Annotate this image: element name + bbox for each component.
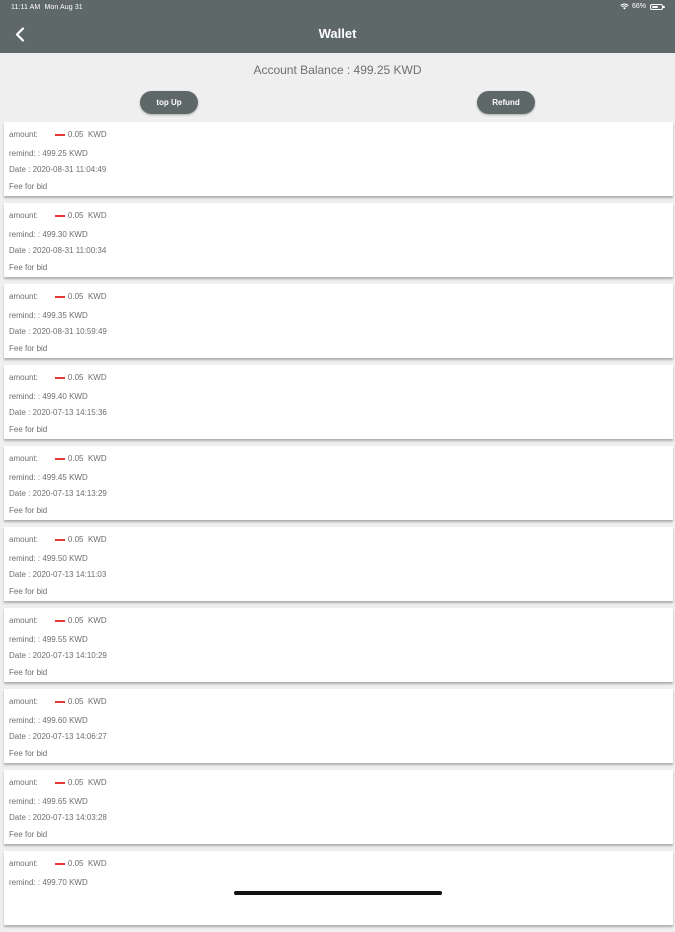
refund-button[interactable]: Refund (477, 91, 535, 114)
amount-row (9, 130, 107, 139)
remind-label: remind: : (9, 878, 41, 887)
minus-icon (55, 377, 65, 379)
page-title: Wallet (318, 26, 357, 41)
transaction-note: Fee for bid (9, 425, 48, 434)
app-header (0, 0, 675, 53)
amount-label: amount: (9, 535, 38, 544)
date-row (9, 651, 107, 660)
date-row (9, 246, 106, 255)
amount-currency: KWD (87, 130, 107, 139)
remind-row (9, 473, 88, 482)
transaction-card (4, 770, 673, 844)
remind-label: remind: : (9, 554, 41, 563)
minus-icon (55, 215, 65, 217)
amount-currency: KWD (87, 778, 107, 787)
amount-row (9, 778, 107, 787)
amount-label: amount: (9, 859, 38, 868)
minus-icon (55, 539, 65, 541)
date-row (9, 813, 107, 822)
amount-row (9, 535, 107, 544)
date-value: 2020-08-31 11:00:34 (32, 246, 107, 255)
wifi-icon (620, 3, 629, 10)
transaction-note: Fee for bid (9, 587, 48, 596)
remind-currency: KWD (69, 230, 88, 239)
remind-value: 499.40 (42, 392, 67, 401)
transaction-card (4, 284, 673, 358)
remind-label: remind: : (9, 149, 41, 158)
date-value: 2020-07-13 14:10:29 (32, 651, 107, 660)
amount-value: 0.05 (67, 454, 84, 463)
transaction-card (4, 851, 673, 925)
remind-currency: KWD (69, 149, 88, 158)
date-value: 2020-08-31 10:59:49 (32, 327, 107, 336)
battery-percent: 66% (631, 3, 646, 10)
minus-icon (55, 701, 65, 703)
date-row (9, 408, 107, 417)
remind-value: 499.35 (42, 311, 67, 320)
amount-row (9, 859, 107, 868)
amount-row (9, 292, 107, 301)
remind-value: 499.30 (42, 230, 67, 239)
remind-label: remind: : (9, 473, 41, 482)
remind-row (9, 230, 88, 239)
remind-value: 499.50 (42, 554, 67, 563)
status-bar-time: 11:11 AM Mon Aug 31 (11, 4, 83, 11)
transaction-list[interactable] (4, 122, 673, 932)
remind-row (9, 311, 88, 320)
minus-icon (55, 296, 65, 298)
amount-row (9, 616, 107, 625)
date-row (9, 489, 107, 498)
date-value: 2020-07-13 14:03:28 (32, 813, 107, 822)
date-label: Date : (9, 327, 31, 336)
amount-currency: KWD (87, 211, 107, 220)
amount-value: 0.05 (67, 616, 84, 625)
transaction-card (4, 122, 673, 196)
amount-label: amount: (9, 778, 38, 787)
amount-currency: KWD (87, 454, 107, 463)
date-row (9, 570, 106, 579)
minus-icon (55, 620, 65, 622)
transaction-note: Fee for bid (9, 830, 48, 839)
remind-row (9, 392, 88, 401)
remind-currency: KWD (69, 473, 88, 482)
amount-value: 0.05 (67, 859, 84, 868)
remind-label: remind: : (9, 230, 41, 239)
minus-icon (55, 134, 65, 136)
remind-currency: KWD (69, 797, 88, 806)
amount-row (9, 697, 107, 706)
amount-label: amount: (9, 211, 38, 220)
remind-label: remind: : (9, 311, 41, 320)
date-value: 2020-07-13 14:13:29 (32, 489, 107, 498)
transaction-card (4, 689, 673, 763)
amount-currency: KWD (87, 373, 107, 382)
amount-label: amount: (9, 616, 38, 625)
transaction-card (4, 365, 673, 439)
remind-row (9, 554, 88, 563)
remind-value: 499.60 (42, 716, 67, 725)
remind-label: remind: : (9, 716, 41, 725)
date-label: Date : (9, 813, 31, 822)
remind-value: 499.65 (42, 797, 67, 806)
remind-label: remind: : (9, 797, 41, 806)
remind-currency: KWD (69, 311, 88, 320)
remind-value: 499.70 (42, 878, 67, 887)
amount-currency: KWD (87, 535, 107, 544)
transaction-note: Fee for bid (9, 344, 48, 353)
remind-value: 499.45 (42, 473, 67, 482)
account-balance: Account Balance : 499.25 KWD (253, 63, 422, 77)
remind-currency: KWD (69, 878, 88, 887)
transaction-note: Fee for bid (9, 506, 48, 515)
remind-currency: KWD (69, 392, 88, 401)
amount-value: 0.05 (67, 535, 84, 544)
date-value: 2020-07-13 14:11:03 (32, 570, 107, 579)
date-value: 2020-08-31 11:04:49 (32, 165, 107, 174)
amount-currency: KWD (87, 616, 107, 625)
status-bar-right (620, 3, 663, 10)
transaction-note: Fee for bid (9, 182, 48, 191)
amount-currency: KWD (87, 859, 107, 868)
transaction-card (4, 203, 673, 277)
minus-icon (55, 782, 65, 784)
date-label: Date : (9, 246, 31, 255)
amount-label: amount: (9, 130, 38, 139)
amount-value: 0.05 (67, 130, 84, 139)
date-label: Date : (9, 651, 31, 660)
transaction-card (4, 608, 673, 682)
remind-label: remind: : (9, 635, 41, 644)
remind-label: remind: : (9, 392, 41, 401)
minus-icon (55, 863, 65, 865)
remind-value: 499.25 (42, 149, 67, 158)
remind-currency: KWD (69, 635, 88, 644)
date-row (9, 732, 107, 741)
amount-label: amount: (9, 373, 38, 382)
amount-label: amount: (9, 454, 38, 463)
remind-currency: KWD (69, 716, 88, 725)
amount-currency: KWD (87, 292, 107, 301)
date-label: Date : (9, 165, 31, 174)
date-label: Date : (9, 489, 31, 498)
transaction-note: Fee for bid (9, 668, 48, 677)
amount-row (9, 373, 107, 382)
date-value: 2020-07-13 14:06:27 (32, 732, 107, 741)
remind-row (9, 716, 88, 725)
amount-value: 0.05 (67, 211, 84, 220)
amount-row (9, 454, 107, 463)
transaction-card (4, 446, 673, 520)
date-label: Date : (9, 570, 31, 579)
amount-label: amount: (9, 697, 38, 706)
amount-currency: KWD (87, 697, 107, 706)
date-label: Date : (9, 732, 31, 741)
amount-value: 0.05 (67, 292, 84, 301)
transaction-note: Fee for bid (9, 749, 48, 758)
remind-row (9, 149, 88, 158)
amount-row (9, 211, 107, 220)
amount-value: 0.05 (67, 697, 84, 706)
remind-value: 499.55 (42, 635, 67, 644)
amount-value: 0.05 (67, 778, 84, 787)
date-value: 2020-07-13 14:15:36 (32, 408, 107, 417)
transaction-card (4, 527, 673, 601)
home-indicator (234, 891, 442, 895)
remind-row (9, 635, 88, 644)
amount-label: amount: (9, 292, 38, 301)
battery-icon (650, 4, 663, 10)
minus-icon (55, 458, 65, 460)
top-up-button[interactable]: top Up (140, 91, 198, 114)
date-row (9, 327, 107, 336)
remind-row (9, 878, 88, 887)
transaction-note: Fee for bid (9, 263, 48, 272)
date-label: Date : (9, 408, 31, 417)
date-row (9, 165, 106, 174)
remind-currency: KWD (69, 554, 88, 563)
amount-value: 0.05 (67, 373, 84, 382)
remind-row (9, 797, 88, 806)
